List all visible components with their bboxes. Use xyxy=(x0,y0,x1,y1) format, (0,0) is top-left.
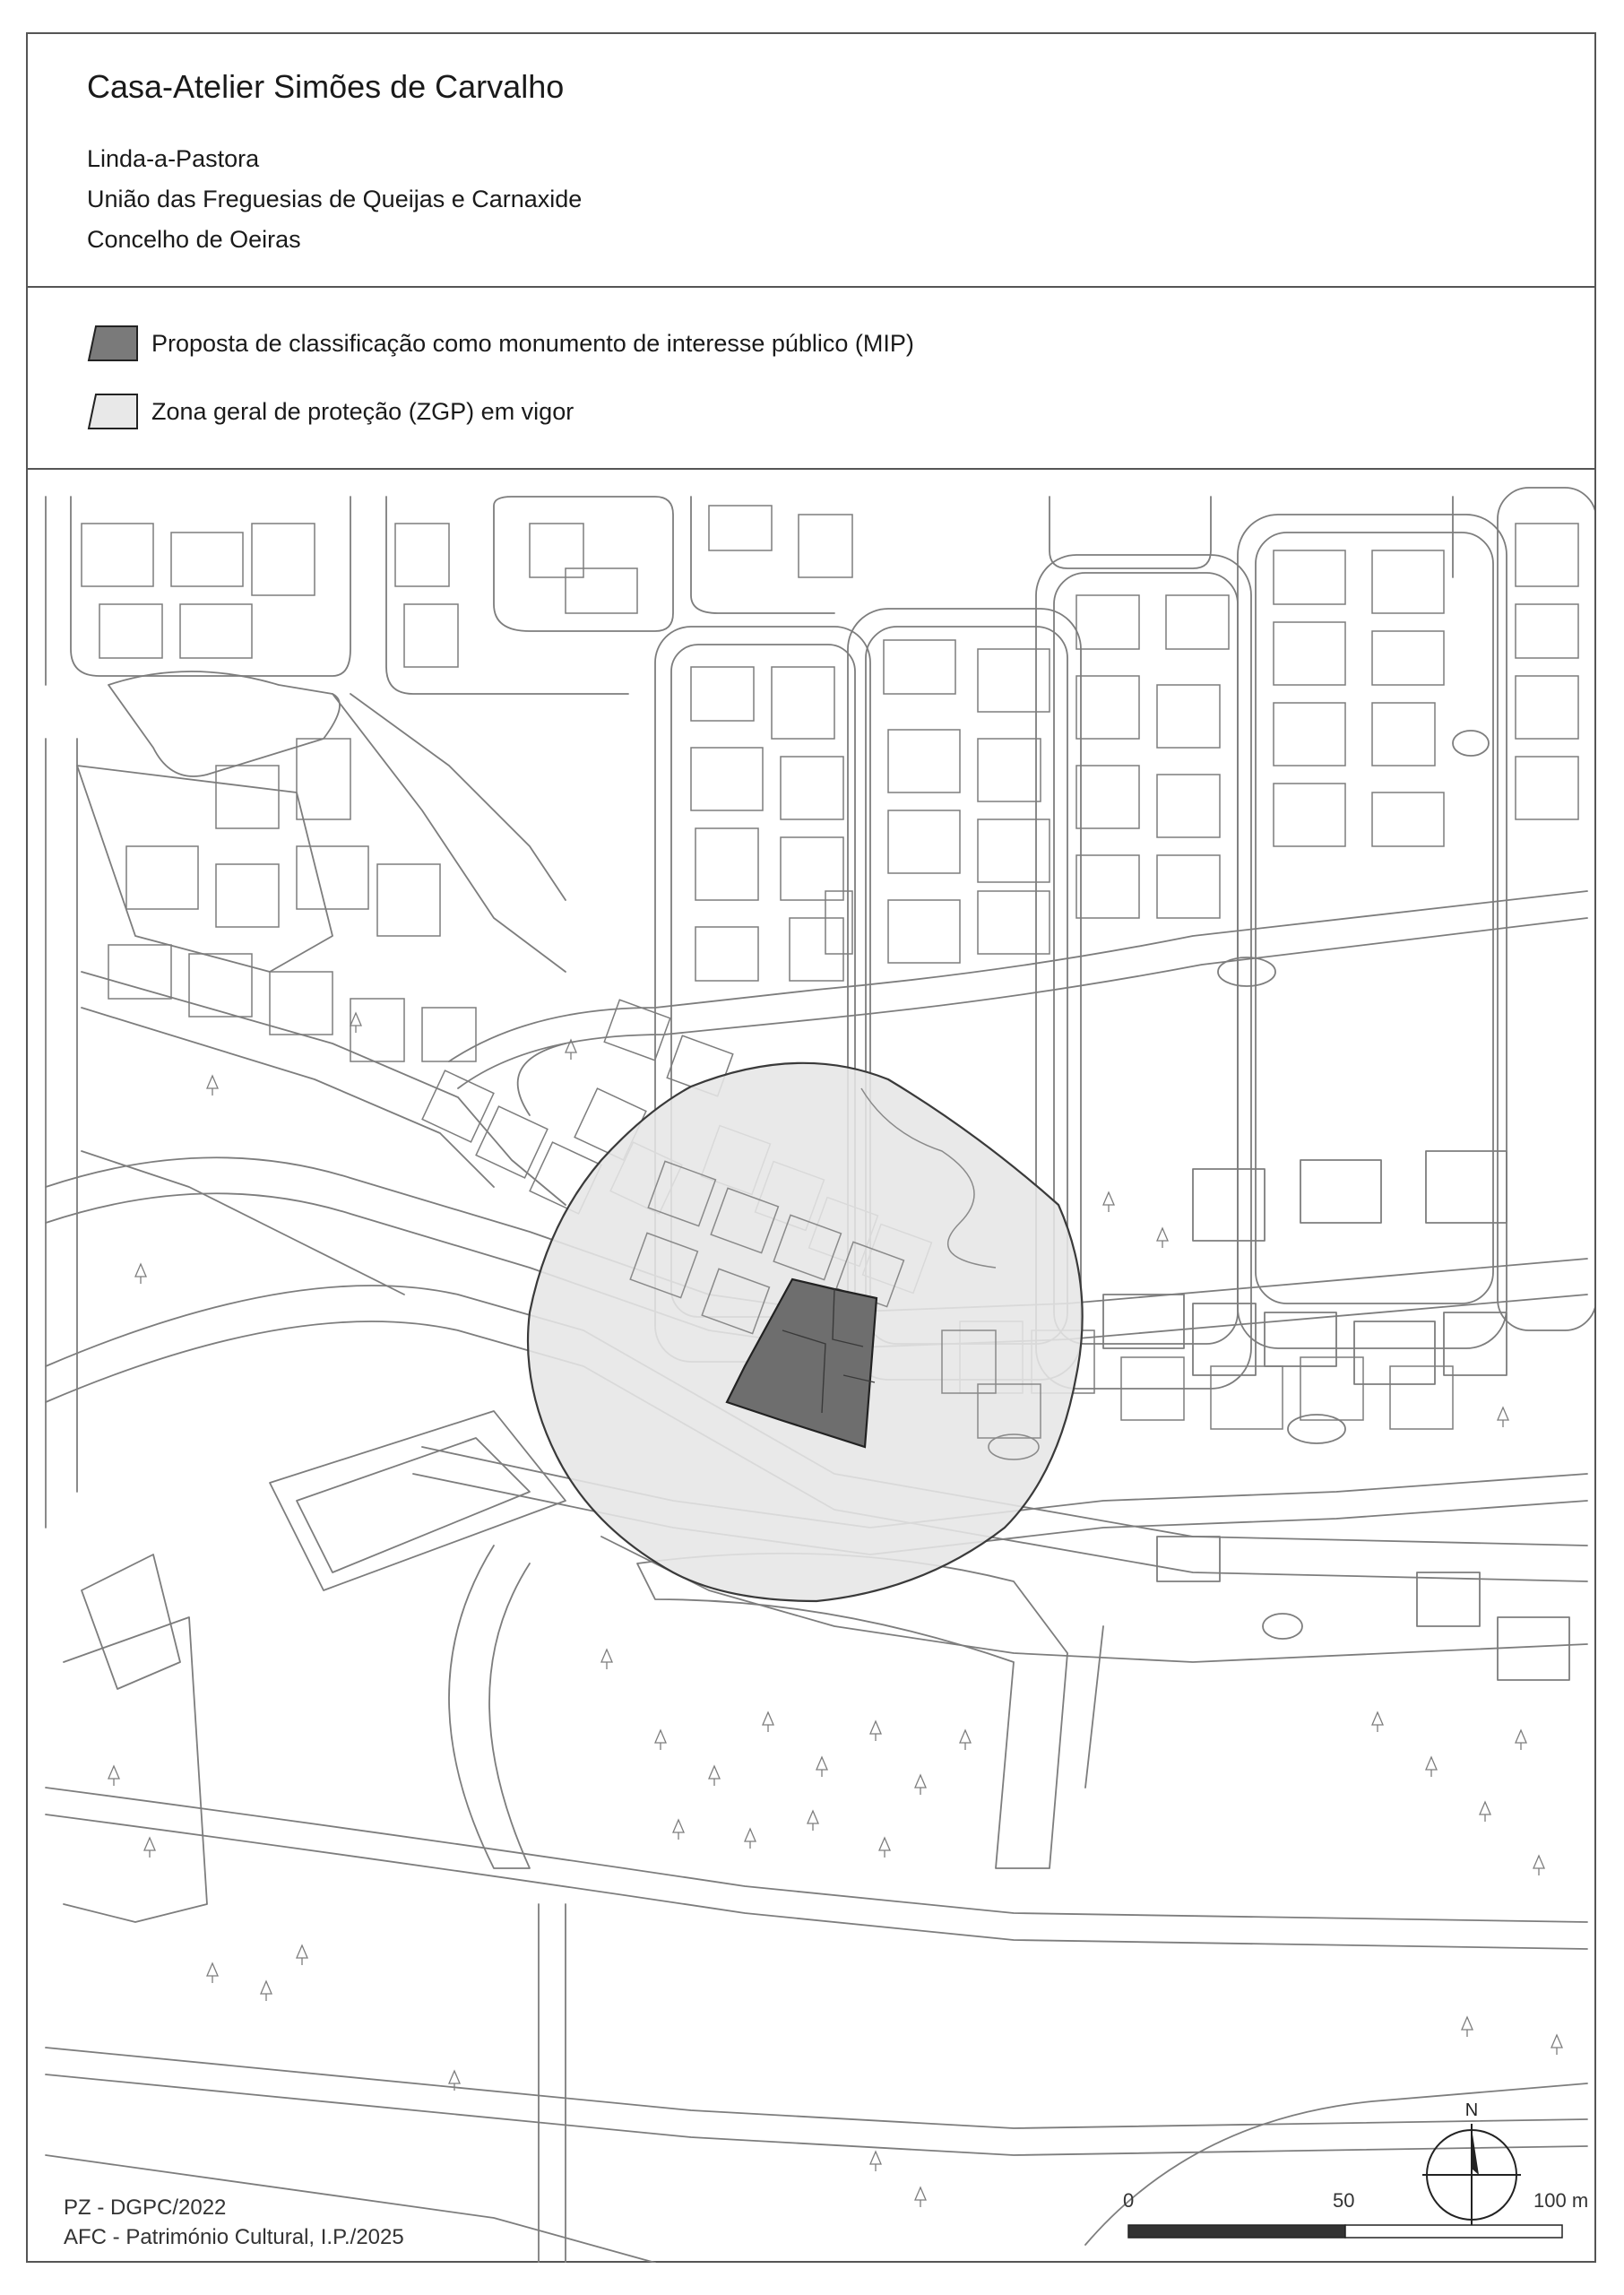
map-area xyxy=(28,470,1594,2263)
parish-label: União das Freguesias de Queijas e Carnaxide xyxy=(87,186,583,212)
credit-line-1: PZ - DGPC/2022 xyxy=(64,2195,227,2220)
legend-item-mip xyxy=(87,324,914,363)
scale-label-50: 50 xyxy=(1333,2189,1355,2212)
map-sheet xyxy=(26,32,1596,2263)
header-panel xyxy=(28,34,1594,288)
scale-bar xyxy=(1128,2225,1562,2238)
legend-label-mip: Proposta de classificação como monumento de interesse público (MIP) xyxy=(151,329,914,357)
mip-swatch-icon xyxy=(87,325,139,362)
locality-label: Linda-a-Pastora xyxy=(87,145,260,172)
scale-label-100: 100 m xyxy=(1533,2189,1589,2212)
scale-label-0: 0 xyxy=(1123,2189,1135,2212)
municipality-label: Concelho de Oeiras xyxy=(87,226,301,253)
zgp-swatch-icon xyxy=(87,393,139,430)
map-canvas xyxy=(28,470,1594,2263)
north-arrow xyxy=(1422,2100,1521,2227)
legend-item-zgp xyxy=(87,392,574,431)
map-title: Casa-Atelier Simões de Carvalho xyxy=(87,68,565,105)
legend-label-zgp: Zona geral de proteção (ZGP) em vigor xyxy=(151,397,574,425)
north-label: N xyxy=(1464,2100,1479,2120)
legend-panel xyxy=(28,288,1594,470)
credit-line-2: AFC - Património Cultural, I.P./2025 xyxy=(64,2225,404,2249)
